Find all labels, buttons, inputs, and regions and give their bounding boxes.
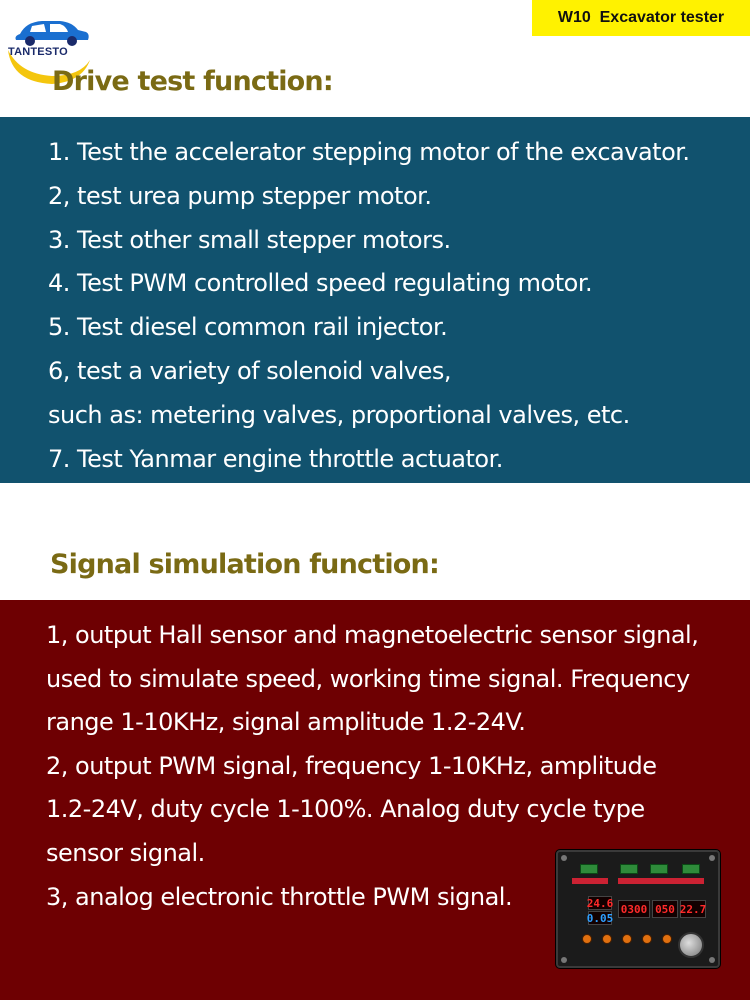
list-item: sensor signal. [46,838,205,867]
connector-icon [682,864,700,874]
device-display: 050 [652,900,678,918]
connector-icon [650,864,668,874]
device-button-icon [622,934,632,944]
device-display: 0300 [618,900,650,918]
product-badge [532,0,750,36]
brand-name: TANTESTO [8,46,68,58]
list-item: 4. Test PWM controlled speed regulating motor. [48,269,593,298]
screw-icon [561,855,567,861]
device-button-icon [642,934,652,944]
list-item: 3, analog electronic throttle PWM signal. [46,882,513,911]
device-display: 0.05 [586,911,614,925]
screw-icon [709,855,715,861]
device-label-strip [618,878,704,884]
connector-icon [620,864,638,874]
device-button-icon [582,934,592,944]
screw-icon [709,957,715,963]
list-item: such as: metering valves, proportional valves, etc. [48,400,630,429]
list-item: range 1-10KHz, signal amplitude 1.2-24V. [46,708,526,737]
device-display: 22.7 [680,900,706,918]
drive-section-title: Drive test function: [52,66,333,97]
list-item: 7. Test Yanmar engine throttle actuator. [48,444,503,473]
connector-icon [580,864,598,874]
list-item: 2, output PWM signal, frequency 1-10KHz, amplitude [46,751,657,780]
drive-list [48,131,690,481]
list-item: used to simulate speed, working time signal. Frequency [46,664,690,693]
list-item: 3. Test other small stepper motors. [48,225,451,254]
list-item: 1. Test the accelerator stepping motor of the excavator. [48,138,690,166]
device-display: 24.6 [586,896,614,910]
drive-panel [0,117,750,483]
product-badge-text: W10 Excavator tester [557,9,725,26]
screw-icon [561,957,567,963]
list-item: 2, test urea pump stepper motor. [48,181,432,210]
device-label-strip [572,878,608,884]
device-button-icon [602,934,612,944]
device-button-icon [662,934,672,944]
list-item: 5. Test diesel common rail injector. [48,313,448,342]
signal-section-title: Signal simulation function: [50,549,439,580]
device-knob-icon [678,932,704,958]
list-item: 1.2-24V, duty cycle 1-100%. Analog duty cycle type [46,795,645,824]
list-item: 1, output Hall sensor and magnetoelectric sensor signal, [46,621,699,649]
list-item: 6, test a variety of solenoid valves, [48,356,452,385]
tester-device-image [556,850,720,968]
